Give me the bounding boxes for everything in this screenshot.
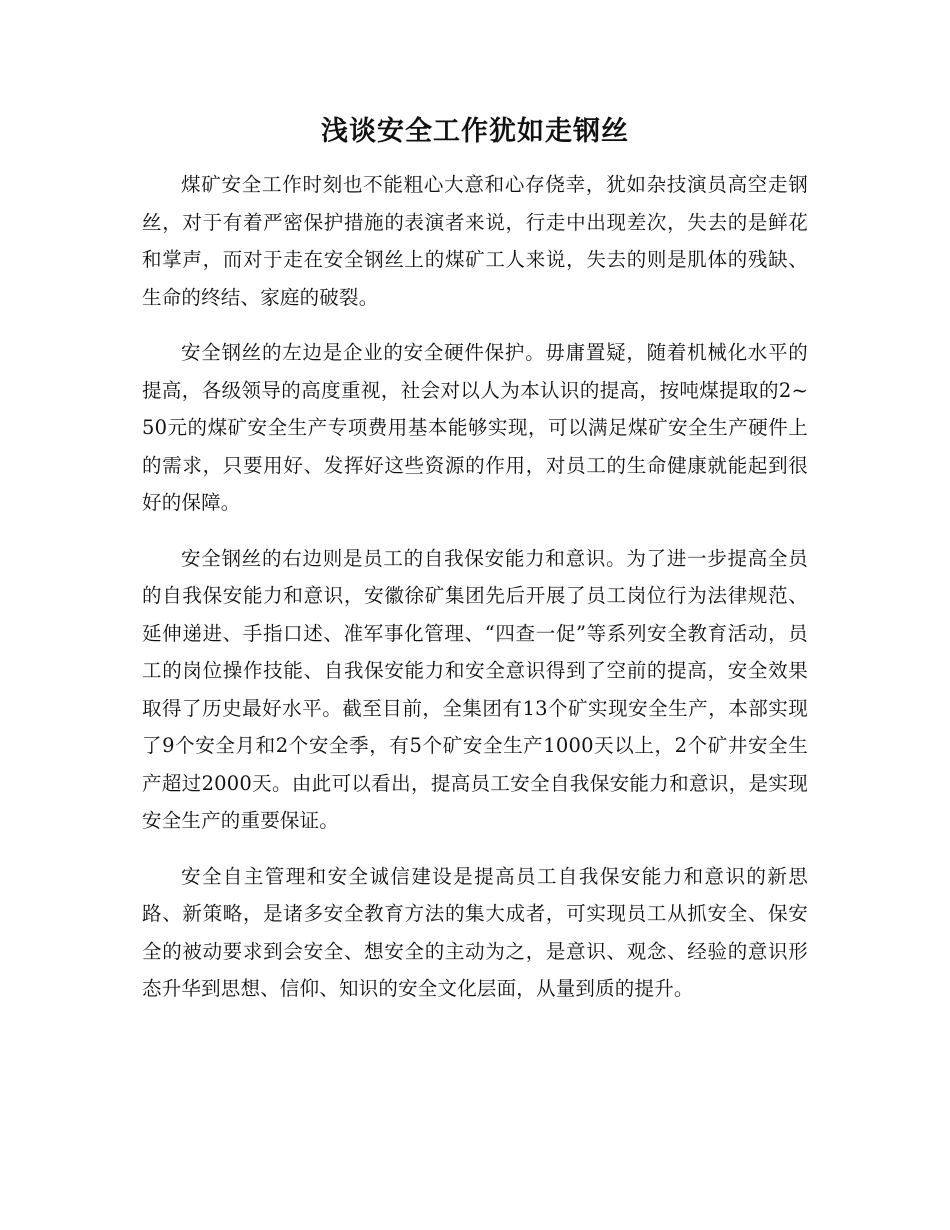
document-page [142,108,808,1026]
paragraph-4: 安全自主管理和安全诚信建设是提高员工自我保安能力和意识的新思路、新策略，是诸多安全教育方法的集大成者，可实现员工从抓安全、保安全的被动要求到会安全、想安全的主动为之，是意识、观念、经验的意识形态升华到思想、信仰、知识的安全文化层面，从量到质的提升。 [142,864,808,1000]
paragraph-3: 安全钢丝的右边则是员工的自我保安能力和意识。为了进一步提高全员的自我保安能力和意识，安徽徐矿集团先后开展了员工岗位行为法律规范、延伸递进、手指口述、准军事化管理、“四查一促”等系列安全教育活动，员工的岗位操作技能、自我保安能力和安全意识得到了空前的提高，安全效果取得了历史最好水平。截至目前，全集团有13个矿实现安全生产，本部实现了9个安全月和2个安全季，有5个矿安全生产1000天以上，2个矿井安全生产超过2000天。由此可以看出，提高员工安全自我保安能力和意识，是实现安全生产的重要保证。 [142,546,808,832]
paragraph-2: 安全钢丝的左边是企业的安全硬件保护。毋庸置疑，随着机械化水平的提高，各级领导的高度重视，社会对以人为本认识的提高，按吨煤提取的2~50元的煤矿安全生产专项费用基本能够实现，可以满足煤矿安全生产硬件上的需求，只要用好、发挥好这些资源的作用，对员工的生命健康就能起到很好的保障。 [142,341,808,514]
paragraph-1: 煤矿安全工作时刻也不能粗心大意和心存侥幸，犹如杂技演员高空走钢丝，对于有着严密保护措施的表演者来说，行走中出现差次，失去的是鲜花和掌声，而对于走在安全钢丝上的煤矿工人来说，失去的则是肌体的残缺、生命的终结、家庭的破裂。 [142,173,808,309]
document-title: 浅谈安全工作犹如走钢丝 [321,116,629,147]
